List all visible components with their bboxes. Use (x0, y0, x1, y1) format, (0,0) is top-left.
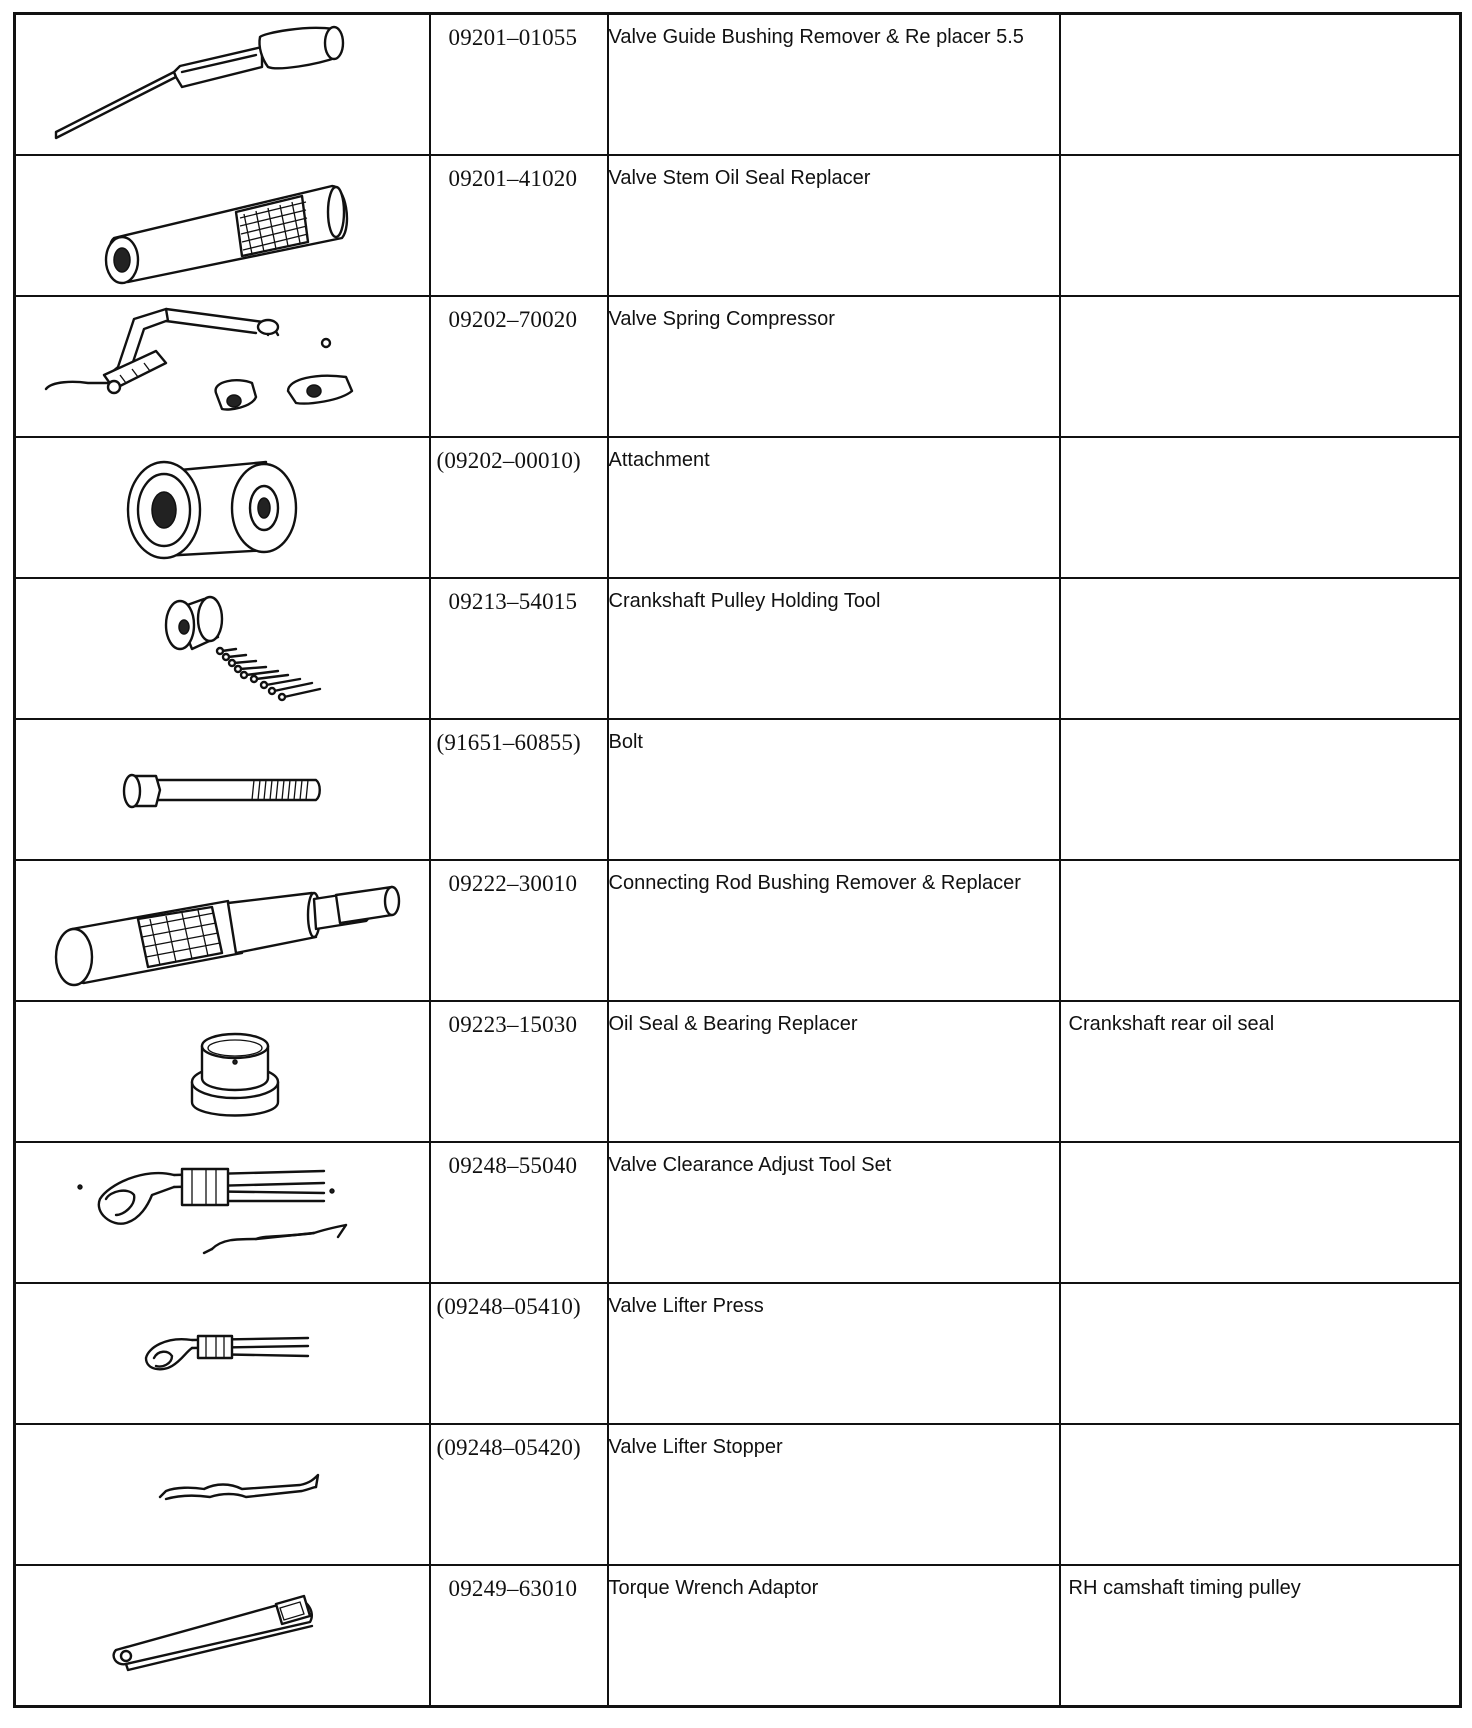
tool-row (15, 1424, 1461, 1565)
tool-note (1061, 156, 1460, 163)
valve-lifter-press-illustration (16, 1284, 429, 1423)
part-number: (09248–05410) (436, 1294, 581, 1319)
bolt-illustration (16, 720, 429, 859)
tool-note (1061, 15, 1460, 22)
tool-row (15, 1001, 1461, 1142)
tool-name: Valve Spring Compressor (608, 308, 835, 330)
part-number: 09248–55040 (448, 1153, 578, 1178)
torque-wrench-adaptor-illustration (16, 1566, 429, 1705)
tool-note (1061, 1425, 1460, 1432)
tool-name: Crankshaft Pulley Holding Tool (608, 590, 881, 612)
special-service-tools-table (13, 12, 1462, 1708)
tool-name: Valve Lifter Press (608, 1295, 764, 1317)
valve-guide-bushing-remover-illustration (16, 15, 429, 154)
tool-name: Valve Lifter Stopper (608, 1436, 783, 1458)
connecting-rod-bushing-remover-illustration (16, 861, 429, 1000)
tool-row (15, 719, 1461, 860)
tool-row (15, 437, 1461, 578)
part-number: (09248–05420) (436, 1435, 581, 1460)
part-number: (09202–00010) (436, 448, 581, 473)
part-number: 09201–41020 (448, 166, 578, 191)
valve-spring-compressor-illustration (16, 297, 429, 436)
part-number: 09223–15030 (448, 1012, 578, 1037)
crankshaft-pulley-holding-tool-illustration (16, 579, 429, 718)
tool-row (15, 578, 1461, 719)
tool-note: RH camshaft timing pulley (1068, 1577, 1301, 1599)
tool-name: Attachment (608, 449, 710, 471)
valve-clearance-adjust-tool-set-illustration (16, 1143, 429, 1282)
tool-name: Oil Seal & Bearing Replacer (608, 1013, 858, 1035)
tool-row (15, 14, 1461, 156)
tool-name: Valve Guide Bushing Remover & Re placer 5.5 (608, 26, 1024, 48)
tool-note (1061, 1284, 1460, 1291)
tool-row (15, 1142, 1461, 1283)
part-number: 09213–54015 (448, 589, 578, 614)
tool-row (15, 860, 1461, 1001)
tool-name: Bolt (608, 731, 643, 753)
tool-name: Torque Wrench Adaptor (608, 1577, 819, 1599)
tool-note (1061, 720, 1460, 727)
tool-name: Valve Stem Oil Seal Replacer (608, 167, 871, 189)
tool-name: Valve Clearance Adjust Tool Set (608, 1154, 892, 1176)
tool-note (1061, 297, 1460, 304)
part-number: 09202–70020 (448, 307, 578, 332)
tool-note (1061, 438, 1460, 445)
tool-row (15, 1565, 1461, 1707)
part-number: 09249–63010 (448, 1576, 578, 1601)
valve-lifter-stopper-illustration (16, 1425, 429, 1564)
valve-stem-oil-seal-replacer-illustration (16, 156, 429, 295)
oil-seal-bearing-replacer-illustration (16, 1002, 429, 1141)
attachment-illustration (16, 438, 429, 577)
tool-note (1061, 579, 1460, 586)
tool-note (1061, 861, 1460, 868)
tool-row (15, 296, 1461, 437)
tool-row (15, 155, 1461, 296)
tool-name: Connecting Rod Bushing Remover & Replacer (608, 872, 1021, 894)
part-number: 09201–01055 (448, 25, 578, 50)
part-number: (91651–60855) (436, 730, 581, 755)
part-number: 09222–30010 (448, 871, 578, 896)
tool-note (1061, 1143, 1460, 1150)
tool-note: Crankshaft rear oil seal (1068, 1013, 1275, 1035)
tool-row (15, 1283, 1461, 1424)
